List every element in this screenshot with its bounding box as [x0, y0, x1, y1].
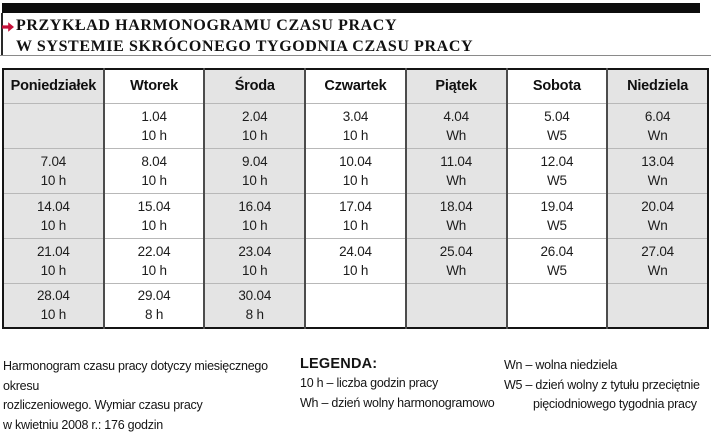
title-divider [0, 55, 711, 56]
schedule-cell [406, 193, 507, 238]
weekday-header: Piątek [406, 69, 507, 103]
cell-date: 11.04 [407, 152, 506, 171]
schedule-cell [104, 148, 205, 193]
cell-date: 25.04 [407, 242, 506, 261]
legend-block-right [504, 356, 711, 415]
cell-hours-code: Wh [407, 261, 506, 280]
cell-date: 4.04 [407, 107, 506, 126]
cell-date: 24.04 [306, 242, 405, 261]
cell-hours-code: 10 h [4, 305, 103, 324]
schedule-cell [104, 283, 205, 328]
page-title-line1: PRZYKŁAD HARMONOGRAMU CZASU PRACY [16, 15, 706, 36]
schedule-cell [3, 283, 104, 328]
cell-date: 9.04 [205, 152, 304, 171]
schedule-cell [305, 148, 406, 193]
cell-date: 29.04 [105, 286, 204, 305]
schedule-cell [607, 148, 708, 193]
weekday-header: Sobota [507, 69, 608, 103]
cell-hours-code: 10 h [306, 216, 405, 235]
cell-hours-code: 10 h [105, 261, 204, 280]
cell-date: 15.04 [105, 197, 204, 216]
schedule-cell [507, 283, 608, 328]
cell-hours-code: 10 h [105, 171, 204, 190]
weekday-header: Czwartek [305, 69, 406, 103]
page-title-line2: W SYSTEMIE SKRÓCONEGO TYGODNIA CZASU PRACY [16, 36, 706, 57]
schedule-row [3, 283, 708, 328]
schedule-cell [607, 283, 708, 328]
cell-hours-code: Wn [608, 171, 707, 190]
cell-date: 19.04 [508, 197, 607, 216]
schedule-cell [507, 193, 608, 238]
schedule-cell [607, 103, 708, 148]
schedule-cell [305, 103, 406, 148]
schedule-row [3, 103, 708, 148]
legend-item: Wn – wolna niedziela [504, 356, 711, 376]
cell-date: 12.04 [508, 152, 607, 171]
cell-hours-code: W5 [508, 126, 607, 145]
cell-date: 26.04 [508, 242, 607, 261]
schedule-cell [204, 148, 305, 193]
schedule-cell [607, 193, 708, 238]
cell-date: 1.04 [105, 107, 204, 126]
schedule-table [2, 68, 709, 329]
cell-date: 23.04 [205, 242, 304, 261]
weekday-header-row [3, 69, 708, 103]
cell-hours-code: Wn [608, 216, 707, 235]
cell-date: 14.04 [4, 197, 103, 216]
cell-hours-code: 10 h [205, 171, 304, 190]
schedule-cell [204, 103, 305, 148]
schedule-row [3, 148, 708, 193]
legend-item: W5 – dzień wolny z tytułu przeciętnie [504, 376, 711, 396]
schedule-cell [406, 283, 507, 328]
cell-date: 7.04 [4, 152, 103, 171]
schedule-row [3, 238, 708, 283]
cell-hours-code: 8 h [205, 305, 304, 324]
cell-hours-code: 10 h [4, 216, 103, 235]
cell-hours-code: 10 h [105, 126, 204, 145]
schedule-cell [204, 283, 305, 328]
schedule-cell [406, 148, 507, 193]
schedule-cell [204, 193, 305, 238]
cell-hours-code: 8 h [105, 305, 204, 324]
schedule-row [3, 193, 708, 238]
cell-hours-code: 10 h [4, 261, 103, 280]
cell-date: 27.04 [608, 242, 707, 261]
cell-date: 20.04 [608, 197, 707, 216]
footnote [3, 357, 297, 435]
cell-date: 22.04 [105, 242, 204, 261]
cell-hours-code: 10 h [306, 126, 405, 145]
cell-hours-code: W5 [508, 216, 607, 235]
cell-date: 8.04 [105, 152, 204, 171]
legend-item: pięciodniowego tygodnia pracy [504, 395, 711, 415]
cell-date: 5.04 [508, 107, 607, 126]
cell-hours-code: Wh [407, 171, 506, 190]
cell-date: 18.04 [407, 197, 506, 216]
legend-block-left [300, 354, 502, 413]
cell-hours-code: 10 h [306, 261, 405, 280]
cell-date: 13.04 [608, 152, 707, 171]
cell-hours-code: Wn [608, 261, 707, 280]
cell-hours-code: 10 h [4, 171, 103, 190]
schedule-cell [507, 103, 608, 148]
cell-date: 10.04 [306, 152, 405, 171]
page-title [16, 15, 706, 57]
cell-date: 17.04 [306, 197, 405, 216]
legend-title: LEGENDA: [300, 354, 502, 374]
cell-hours-code: Wh [407, 126, 506, 145]
schedule-cell [305, 193, 406, 238]
cell-hours-code: 10 h [306, 171, 405, 190]
cell-hours-code: 10 h [205, 261, 304, 280]
footnote-line: w kwietniu 2008 r.: 176 godzin [3, 416, 297, 435]
weekday-header: Poniedziałek [3, 69, 104, 103]
cell-hours-code: 10 h [205, 126, 304, 145]
cell-date: 21.04 [4, 242, 103, 261]
schedule-cell [406, 238, 507, 283]
schedule-cell [305, 283, 406, 328]
cell-date: 28.04 [4, 286, 103, 305]
schedule-cell [305, 238, 406, 283]
footnote-line: rozliczeniowego. Wymiar czasu pracy [3, 396, 297, 416]
schedule-cell [204, 238, 305, 283]
schedule-cell [507, 148, 608, 193]
schedule-cell [104, 193, 205, 238]
cell-date: 16.04 [205, 197, 304, 216]
cell-date: 3.04 [306, 107, 405, 126]
schedule-cell [3, 148, 104, 193]
cell-hours-code: Wn [608, 126, 707, 145]
schedule-cell [507, 238, 608, 283]
weekday-header: Wtorek [104, 69, 205, 103]
cell-hours-code: Wh [407, 216, 506, 235]
schedule-cell [607, 238, 708, 283]
legend-item: Wh – dzień wolny harmonogramowo [300, 394, 502, 414]
cell-hours-code: W5 [508, 171, 607, 190]
legend-item: 10 h – liczba godzin pracy [300, 374, 502, 394]
schedule-cell [3, 193, 104, 238]
top-black-bar [2, 3, 700, 13]
weekday-header: Niedziela [607, 69, 708, 103]
footnote-line: Harmonogram czasu pracy dotyczy miesięcznego okresu [3, 357, 297, 396]
cell-hours-code: 10 h [205, 216, 304, 235]
cell-date: 6.04 [608, 107, 707, 126]
cell-hours-code: 10 h [105, 216, 204, 235]
cell-date: 30.04 [205, 286, 304, 305]
weekday-header: Środa [204, 69, 305, 103]
schedule-cell [104, 238, 205, 283]
schedule-cell [3, 238, 104, 283]
cell-hours-code: W5 [508, 261, 607, 280]
schedule-cell [406, 103, 507, 148]
schedule-cell [3, 103, 104, 148]
cell-date: 2.04 [205, 107, 304, 126]
schedule-cell [104, 103, 205, 148]
red-arrow-icon [2, 19, 14, 29]
